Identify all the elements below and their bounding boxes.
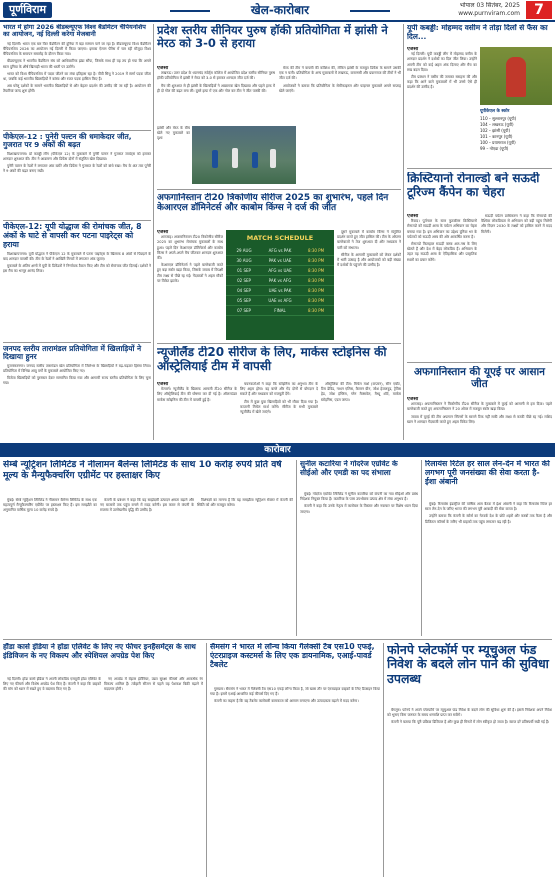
body-godrej [300, 492, 418, 636]
paragraph: चयनकर्ताओं ने कहा कि स्टोइनिस का अनुभव टीम के लिए अहम होगा। वह बल्ले और गेंद दोनों से योगदान दे सकते हैं और मध्यक्रम को मजबूती देंगे। [240, 382, 318, 397]
body-pkl-puneri [3, 152, 151, 218]
schedule-match: PAK vs UAE [268, 258, 292, 263]
issue-date: भोपाल 03 सितंबर, 2025 [459, 2, 520, 9]
score-list-item: 101 – कानपुर (यूपी) [480, 134, 513, 139]
schedule-title: MATCH SCHEDULE [246, 234, 314, 242]
column-divider [153, 24, 154, 440]
schedule-time: 8:30 PM [307, 258, 325, 263]
schedule-row [226, 306, 334, 316]
schedule-date: 05 SEP [237, 298, 251, 303]
hockey-headline-box [157, 24, 401, 64]
column-divider [206, 643, 207, 877]
schedule-match: UAE vs AFG [268, 298, 292, 303]
headline-honda: हौंडा कार्स इंडिया ने होंडा एलिवेट के लिए नए फीचर इनहैंसमेंट्स के साथ इंडिविजन के नए विकल्प और स्पेशियल अपग्रेड पेश किए [3, 643, 196, 660]
body-phonepe [387, 708, 552, 877]
body-badminton [3, 42, 151, 128]
headline-up-kabaddi: यूपी कबड्डी: मोहम्मद वसीम ने तोड़ा दिलों से फैंस का दिल... [407, 24, 548, 41]
paragraph: मुकाबले के अंतिम क्षणों में यूपी के डिफेंडरों ने निर्णायक टैकल किए और टीम को रोमांचक जीत दिलाई। दर्शकों ने इस मैच का भरपूर आनंद लिया। [3, 264, 151, 274]
column-divider [421, 460, 422, 636]
schedule-match: UAE vs PAK [268, 288, 292, 293]
header-rule [0, 20, 555, 22]
schedule-date: 07 SEP [237, 308, 251, 313]
divider [157, 189, 401, 190]
divider [157, 343, 401, 344]
headline-nz-t20: न्यूजीलैंड टी20 सीरीज के लिए, मार्कस स्टोइनिस की ऑस्ट्रेलियाई टीम में वापसी [157, 346, 387, 373]
paragraph: कंपनी ने बताया कि पूरी प्रक्रिया डिजिटल है और कुछ ही मिनटों में लोन स्वीकृत हो जाता है। ब्याज दरें प्रतिस्पर्धी रखी गई हैं। [391, 720, 550, 725]
schedule-rows [226, 246, 334, 316]
body-samsung [210, 687, 380, 877]
divider [3, 342, 151, 343]
headline-hockey: प्रदेश स्तरीय सीनियर पुरुष हॉकी प्रतियोगिता में झांसी ने मेरठ को 3-0 से हराया [157, 24, 388, 51]
paragraph: लखनऊ। उत्तर प्रदेश के ध्यानचंद स्पोर्ट्स कॉलेज में आयोजित प्रदेश स्तरीय सीनियर पुरुष हॉकी प्रतियोगिता में झांसी ने मेरठ को 3-0 से हराकर शानदार जीत दर्ज की। [157, 71, 275, 81]
b3-headline-box [425, 460, 552, 500]
body-asia-1 [157, 230, 223, 340]
schedule-match: FINAL [274, 308, 286, 313]
afg-headline-box [407, 366, 552, 396]
schedule-date: 30 AUG [236, 258, 252, 263]
kicker: एजेंसी [407, 214, 419, 219]
paragraph: टीम में कुछ युवा खिलाड़ियों को भी मौका दिया गया है। कप्तानी मिचेल मार्श करेंगे। सीरीज के सभी मुकाबले न्यूजीलैंड में खेले जाएंगे। [240, 399, 318, 415]
body-ronaldo-1 [407, 214, 477, 360]
divider [3, 220, 151, 221]
schedule-date: 01 SEP [237, 268, 251, 273]
divider [407, 168, 552, 169]
paragraph: मुजफ्फरनगर। जनपद स्तरीय तारामंडल खेल प्रतियोगिता में जिलेभर के खिलाड़ियों ने बढ़-चढ़कर हिस्सा लिया। प्रतियोगिता में विभिन्न आयु वर्गों के मुकाबले आयोजित किए गए। [3, 363, 151, 373]
match-schedule-graphic [226, 230, 334, 340]
asia-headline-box [157, 193, 401, 229]
body-honda-2 [104, 677, 203, 877]
masthead [0, 0, 555, 20]
left-column [3, 24, 151, 440]
divider [3, 130, 151, 131]
body-up-kabaddi [407, 47, 477, 165]
paragraph: टीम प्रबंधन ने वसीम की जमकर सराहना की और कहा कि आने वाले मुकाबलों में भी उनसे ऐसे ही प्रदर्शन की उम्मीद है। [407, 75, 477, 90]
b6-headline-box [387, 643, 552, 705]
paragraph: ऑस्ट्रेलिया की टीम: मिचेल मार्श (कप्तान), सीन एबॉट, टिम डेविड, नाथन एलिस, कैमरन ग्रीन, जोश हेजलवुड, ट्रेविस हेड, जोश इंग्लिस, ग्लेन मैक्सवेल, मैथ्यू शॉर्ट, मार्कस स्टोइनिस, एडम जम्पा। [321, 382, 401, 402]
body-district [3, 364, 151, 424]
paragraph: मुंबई। सेम्बे न्यूट्रिशन लिमिटेड ने नीलामन बैलेन्स लिमिटेड के साथ एक महत्वपूर्ण मैन्युफैक्चरिंग एग्रीमेंट पर हस्ताक्षर किए हैं। इस समझौते का अनुमानित वार्षिक मूल्य 10 करोड़ रुपये है। [3, 498, 97, 513]
schedule-row [226, 296, 334, 306]
b2-headline-box [300, 460, 418, 490]
column-divider [296, 460, 297, 636]
divider [3, 639, 552, 640]
paragraph: विशाखापत्तनम। यूपी योद्धाज ने पीकेएल 12 के मुकाबले में पटना पाइरेट्स के खिलाफ 8 अंकों से पिछड़ने के बाद शानदार वापसी की। टीम के रेडरों ने आखिरी मिनटों में लगातार अंक जुटाए। [3, 251, 151, 261]
score-list-item: 110 – सुल्तानपुर (यूपी) [480, 116, 517, 121]
schedule-match: AFG vs PAK [268, 248, 292, 253]
body-nz-2 [240, 382, 318, 440]
paragraph: आयोजकों ने बताया कि प्रतियोगिता के सेमीफाइनल और फाइनल मुकाबले अगले सप्ताह खेले जाएंगे। [279, 83, 401, 93]
paragraph: मेलबर्न। न्यूजीलैंड के खिलाफ आगामी टी20 सीरीज के लिए ऑस्ट्रेलियाई टीम की घोषणा कर दी गई है। ऑलराउंडर मार्कस स्टोइनिस की टीम में वापसी हुई है। [157, 387, 237, 402]
body-reliance [425, 502, 552, 636]
paragraph: रोनाल्डो फिलहाल सऊदी क्लब अल-नस्र के लिए खेलते हैं और देश में बेहद लोकप्रिय हैं। अभियान के तहत वह सऊदी अरब के ऐतिहासिक और प्राकृतिक स्थलों का प्रचार करेंगे। [407, 242, 477, 262]
headline-afg-uae: अफगानिस्तान की यूएई पर आसान जीत [413, 366, 545, 391]
headline-badminton: भारत में होगा 2026 बीडब्ल्यूएफ विश्व बैडमिंटन चैंपियनशिप का आयोजन, नई दिल्ली करेगा मेजबानी [3, 24, 146, 39]
body-afg-uae [407, 397, 552, 440]
body-hockey-2 [279, 66, 401, 124]
schedule-date: 02 SEP [237, 278, 251, 283]
divider [407, 362, 552, 363]
nz-headline-box [157, 346, 401, 382]
brand-logo: पूर्णविराम [3, 2, 52, 18]
headline-ronaldo: क्रिस्टियानो रोनाल्डो बने सऊदी टूरिज्म कैंपेन का चेहरा [407, 172, 540, 199]
schedule-row [226, 256, 334, 266]
schedule-row [226, 246, 334, 256]
schedule-row [226, 266, 334, 276]
paragraph: शारजाह। अफगानिस्तान ने त्रिकोणीय टी20 सीरीज के मुकाबले में यूएई को आसानी से हरा दिया। पहले बल्लेबाजी करते हुए अफगानिस्तान ने 20 ओवर में मजबूत स्कोर खड़ा किया। [407, 402, 552, 412]
schedule-date: 29 AUG [236, 248, 252, 253]
score-list-item: 102 – झांसी (यूपी) [480, 128, 510, 133]
section-title: खेल-कारोबार [170, 3, 390, 17]
column-divider [403, 24, 404, 440]
kabaddi-photo [480, 47, 552, 105]
schedule-match: PAK vs AFG [268, 278, 292, 283]
paragraph: केआरएल डॉमिनेटर्स ने पहले बल्लेबाजी करते हुए बड़ा स्कोर खड़ा किया, जिसके जवाब में विपक्षी टीम लक्ष्य से पीछे रह गई। गेंदबाजों ने अहम मौकों पर विकेट झटके। [157, 263, 223, 283]
body-ronaldo-2 [481, 214, 552, 360]
body-sembe-1 [3, 498, 97, 636]
paragraph: कंपनी ने कहा कि उनके नेतृत्व में कारोबार के विस्तार और नवाचार पर विशेष ध्यान दिया जाएगा। [300, 504, 418, 514]
up-headline-box [407, 24, 552, 46]
paragraph: मुंबई। रिलायंस इंडस्ट्रीज की वार्षिक आम बैठक में ईशा अंबानी ने कहा कि रिलायंस रिटेल हर साल लेन-देन के जरिए भारत की लगभग पूरी आबादी की सेवा करता है। [425, 502, 552, 512]
body-asia-2 [337, 230, 401, 340]
kicker: एजेंसी [407, 397, 419, 402]
schedule-row [226, 286, 334, 296]
b4-headline-box [3, 643, 203, 675]
paragraph: विशाखापत्तनम। प्रो कबड्डी लीग (पीकेएल 12) के मुकाबले में पुनेरी पल्टन ने गुजरात जायंट्स को हराकर शानदार शुरुआत की। टीम ने आक्रमण और डिफेंस दोनों में संतुलित खेल दिखाया। [3, 151, 151, 161]
paragraph: सऊदी पर्यटन प्राधिकरण ने कहा कि रोनाल्डो की वैश्विक लोकप्रियता से अभियान को बड़ी पहुंच मिलेगी और विज़न 2030 के लक्ष्यों को हासिल करने में मदद मिलेगी। [481, 214, 552, 234]
column-divider [383, 643, 384, 877]
b1-headline-box [3, 460, 293, 496]
paragraph: रियाद। पुर्तगाल के स्टार फुटबॉलर क्रिस्टियानो रोनाल्डो को सऊदी अरब के पर्यटन अभियान का चेहरा बनाया गया है। इस अभियान का उद्देश्य दुनिया भर के पर्यटकों को सऊदी अरब की ओर आकर्षित करना है। [407, 219, 477, 239]
paragraph: गुरुग्राम। सैमसंग ने भारत में गैलेक्सी टैब एस10 एफई लॉन्च किया है, जो खास तौर पर एंटरप्राइज ग्राहकों के लिए डिजाइन किया गया है। इसमें एआई आधारित कई फीचर्स दिए गए हैं। [210, 687, 380, 697]
body-sembe-3 [197, 498, 293, 636]
body-nz-1 [157, 382, 237, 440]
schedule-time: 8:30 PM [307, 248, 325, 253]
paragraph: कंपनी का कहना है कि यह टैबलेट कारोबारी कामकाज को आसान बनाएगा और उत्पादकता बढ़ाने में मदद करेगा। [214, 699, 359, 704]
score-list-item: 100 – प्रयागराज (यूपी) [480, 140, 516, 145]
paragraph: जवाब में यूएई की टीम अफगान स्पिनरों के सामने टिक नहीं सकी और लक्ष्य से काफी पीछे रह गई। राशिद खान ने शानदार गेंदबाजी करते हुए अहम विकेट लिए। [407, 414, 552, 424]
headline-samsung: सैमसंग ने भारत में लॉन्च किया गैलेक्सी टैब एस10 एफई, एंटरप्राइज कस्टमर्स के लिए एक डायनामिक, एआई-पावर्ड टैबलेट [210, 643, 375, 669]
body-honda-1 [3, 677, 101, 877]
paragraph: शारजाह। अफगानिस्तान टी20 त्रिकोणीय सीरीज 2025 का शुभारंभ रोमांचक मुकाबलों के साथ हुआ। पहले दिन केआरएल डॉमिनेटर्स और काबोम किंग्स ने अपने-अपने मैच जीतकर शानदार शुरुआत की। [157, 235, 223, 261]
headline-reliance: रिलायंस रिटेल हर साल लेन-देन में भारत की लगभग पूरी जनसंख्या की सेवा करता है- ईशा अंबानी [425, 460, 550, 486]
score-list-title: यूपीकेएल के स्कोर [480, 109, 510, 114]
paragraph: मुंबई। गोदरेज एग्रोवेट लिमिटेड ने सुनील कटारिया को कंपनी का नया सीईओ और प्रबंध निदेशक नियुक्त किया है। कटारिया के पास उपभोक्ता उत्पाद क्षेत्र में लंबा अनुभव है। [300, 492, 418, 502]
paragraph: दूसरे मुकाबले में काबोम किंग्स ने संतुलित प्रदर्शन करते हुए जीत हासिल की। टीम के ओपनर बल्लेबाजों ने तेज शुरुआत दी और मध्यक्रम ने पारी को संभाला। [337, 230, 401, 250]
kicker: एजेंसी [157, 382, 169, 387]
schedule-date: 04 SEP [237, 288, 251, 293]
headline-sembe: सेम्बे न्यूट्रिशन लिमिटेड ने नीलामन बैलेन्स लिमिटेड के साथ 10 करोड़ रुपये प्रति वर्ष मूल्य के मैन्युफैक्चरिंग एग्रीमेंट पर हस्ताक्षर किए [3, 460, 282, 481]
body-hockey-1 [157, 66, 275, 124]
headline-godrej: सुनील कटारिया ने गोदरेज एग्रोवेट के सीईओ और एमडी का पद संभाला [300, 460, 398, 477]
paragraph: भारत को विश्व चैंपियनशिप में पदक जीतने का लंबा इतिहास रहा है। पीवी सिंधु ने 2019 में स्वर्ण पदक जीता था, जबकि कई भारतीय खिलाड़ियों ने कांस्य और रजत पदक हासिल किए हैं। [3, 71, 151, 81]
kicker: एजेंसी [157, 66, 169, 71]
paragraph: नए अपग्रेड में बेहतर इंटीरियर, उन्नत सुरक्षा फीचर्स और आकर्षक रंग विकल्प शामिल हैं। त्योहारी सीजन से पहले यह पेशकश बिक्री बढ़ाने में मददगार होगी। [104, 677, 203, 692]
paragraph: बेंगलुरु। फोनपे ने अपने प्लेटफॉर्म पर म्यूचुअल फंड निवेश के बदले लोन की सुविधा शुरू की है। इससे निवेशक अपने निवेश को भुनाए बिना जरूरत के समय धनराशि प्राप्त कर सकेंगे। [387, 708, 552, 718]
paragraph: बीडब्ल्यूएफ ने भारतीय बैडमिंटन संघ को आधिकारिक झंडा सौंपा, जिसके साथ ही यह तय हो गया कि अगले साल दुनिया के शीर्ष खिलाड़ी भारत की धरती पर उतरेंगे। [3, 59, 151, 69]
schedule-time: 8:30 PM [307, 308, 325, 313]
score-list-item: 104 – लखनऊ (यूपी) [480, 122, 514, 127]
body-nz-3 [321, 382, 401, 440]
schedule-time: 8:30 PM [307, 268, 325, 273]
body-pkl-up [3, 252, 151, 340]
business-band: कारोबार [0, 443, 555, 457]
headline-asia-t20: अफगानिस्तान टी20 त्रिकोणीय सीरीज 2025 का शुभारंभ, पहले दिन केआरएल डॉमिनेटर्स और काबोम किंग्स ने दर्ज की जीत [157, 193, 389, 214]
kicker: एजेंसी [157, 230, 169, 235]
hockey-caption [157, 126, 190, 184]
hockey-photo [192, 126, 296, 184]
headline-phonepe: फोनपे प्लेटफॉर्म पर म्यूचुअल फंड निवेश के बदले लोन पाने की सुविधा उपलब्ध [387, 643, 549, 686]
issue-date-block [400, 2, 520, 18]
paragraph: उन्होंने बताया कि कंपनी के स्टोर्स का नेटवर्क देश के छोटे शहरों और कस्बों तक फैला है और डिजिटल कॉमर्स के जरिए भी ग्राहकों तक पहुंच लगातार बढ़ रही है। [425, 514, 552, 524]
kabaddi-score-list [480, 108, 552, 166]
b5-headline-box [210, 643, 380, 685]
headline-pkl-puneri: पीकेएल-12 : पुनेरी पल्टन की धमाकेदार जीत, गुजरात पर 9 अंकों की बढ़त [3, 131, 132, 150]
score-list-item: 99 – नोएडा (यूपी) [480, 146, 509, 151]
schedule-time: 8:30 PM [307, 298, 325, 303]
paragraph: सीरीज के आगामी मुकाबलों को लेकर दर्शकों में भारी उत्साह है और आयोजकों को बड़ी संख्या में दर्शकों के पहुंचने की उम्मीद है। [337, 252, 401, 268]
paragraph: अब घरेलू दर्शकों के सामने भारतीय खिलाड़ियों से और बेहतर प्रदर्शन की उम्मीद की जा रही है। आयोजन की तैयारियां जल्द शुरू होंगी। [3, 84, 151, 94]
paragraph: कंपनी के प्रबंधन ने कहा कि यह साझेदारी उत्पादन क्षमता बढ़ाने और नए बाजारों तक पहुंच बनाने में मदद करेगी। इस करार से कंपनी के राजस्व में उल्लेखनीय वृद्धि की उम्मीद है। [100, 498, 194, 513]
paragraph: नई दिल्ली। होंडा कार्स इंडिया ने अपनी लोकप्रिय एसयूवी होंडा एलिवेट के लिए नए फीचर्स और विशेष अपग्रेड पेश किए हैं। कंपनी ने कहा कि ग्राहकों की मांग को ध्यान में रखते हुए ये बदलाव किए गए हैं। [3, 677, 101, 692]
paragraph: मेरठ की टीम ने वापसी की कोशिश की, लेकिन झांसी के मजबूत डिफेंस के सामने उसकी एक न चली। प्रतियोगिता के अन्य मुकाबलों में लखनऊ, वाराणसी और प्रयागराज की टीमों ने भी जीत दर्ज की। [279, 66, 401, 81]
website: www.purnviram.com [458, 10, 520, 17]
paragraph: विजेता खिलाड़ियों को पुरस्कार देकर सम्मानित किया गया और आगामी राज्य स्तरीय प्रतियोगिता के लिए चुना गया। [3, 376, 151, 386]
paragraph: विशेषज्ञों का मानना है कि यह समझौता न्यूट्रिशन सेक्टर में कंपनी की स्थिति को और मजबूत करेगा। [197, 498, 293, 508]
schedule-row [226, 276, 334, 286]
paragraph: नई दिल्ली। यूपी कबड्डी लीग में मोहम्मद वसीम के शानदार प्रदर्शन ने दर्शकों का दिल जीत लिया। उन्होंने अपनी टीम को कई अहम अंक दिलाए और मैच का रुख बदल दिया। [407, 52, 477, 72]
score-list-items [480, 116, 552, 152]
headline-district: जनपद स्तरीय तारामंडल प्रतियोगिता में खिलाड़ियों ने दिखाया हुनर [3, 343, 142, 362]
photo-caption: झांसी और मेरठ के बीच खेले गए मुकाबले का दृश्य [157, 126, 190, 141]
page-number: 7 [526, 1, 552, 19]
paragraph: नई दिल्ली। भारत एक बार फिर बैडमिंटन की दुनिया में बड़ा सम्मान पाने जा रहा है। बीडब्ल्यूएफ विश्व बैडमिंटन चैंपियनशिप 2026 का आयोजन नई दिल्ली में किया जाएगा। इसका ऐलान पेरिस में चल रही मौजूदा विश्व चैंपियनशिप के समापन समारोह के दौरान किया गया। [3, 41, 151, 57]
paragraph: मैच की शुरुआत से ही झांसी के खिलाड़ियों ने आक्रामक खेल दिखाया और पहले हाफ में ही दो गोल की बढ़त बना ली। दूसरे हाफ में एक और गोल कर टीम ने जीत पक्की की। [157, 83, 275, 93]
ronaldo-headline-box [407, 172, 552, 212]
body-sembe-2 [100, 498, 194, 636]
headline-pkl-up: पीकेएल-12: यूपी योद्धाज की रोमांचक जीत, 8 अंकों के घाटे से वापसी कर पटना पाइरेट्स को हराया [3, 221, 142, 249]
schedule-time: 8:30 PM [307, 288, 325, 293]
schedule-time: 8:30 PM [307, 278, 325, 283]
schedule-match: AFG vs UAE [268, 268, 292, 273]
kicker: एजेंसी [407, 47, 419, 52]
paragraph: पुनेरी पल्टन के रेडरों ने लगातार अंक बटोरे और डिफेंस ने गुजरात के रेडरों को बांधे रखा। मैच के अंत तक पुनेरी ने 9 अंकों की बढ़त बनाए रखी। [3, 164, 151, 174]
